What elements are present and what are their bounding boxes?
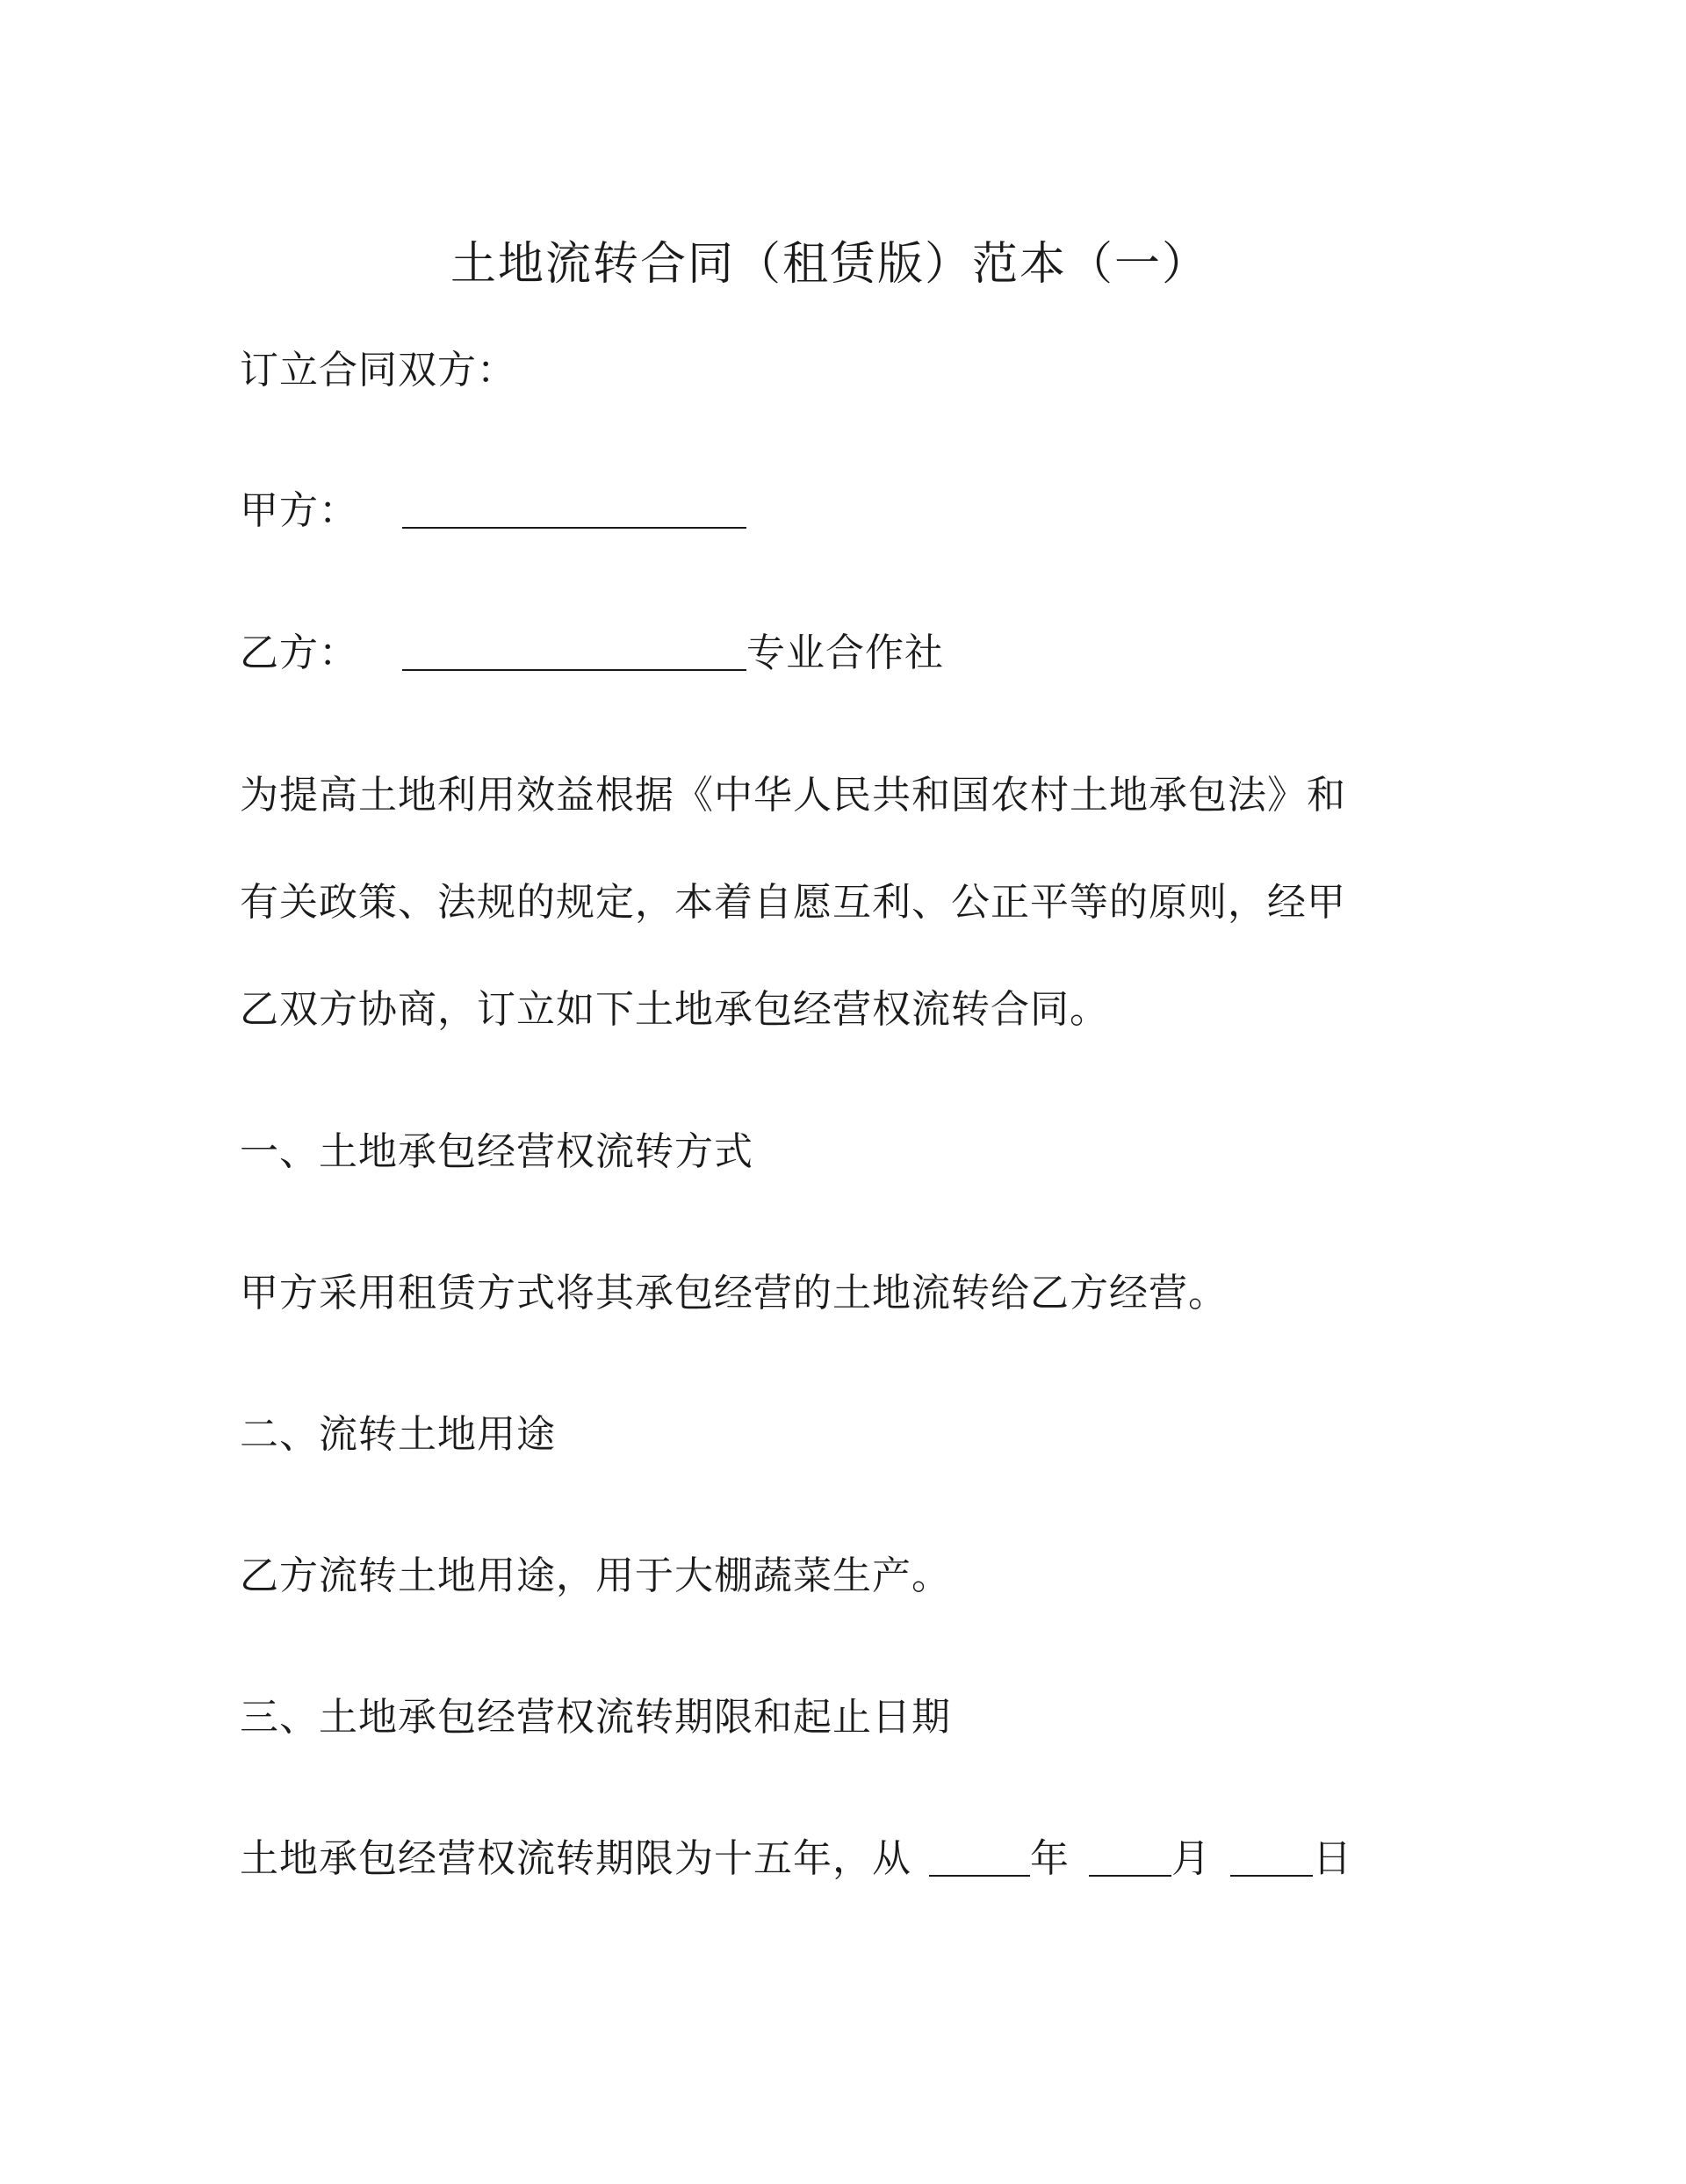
party-b-blank (402, 634, 746, 671)
section-1-body: 甲方采用租赁方式将其承包经营的土地流转给乙方经营。 (240, 1271, 1228, 1315)
party-b-label: 乙方： (240, 631, 358, 675)
day-unit: 日 (1313, 1836, 1352, 1881)
document-title: 土地流转合同（租赁版）范本（一） (450, 238, 1209, 291)
section-3-body: 土地承包经营权流转期限为十五年，从 (240, 1836, 911, 1881)
section-2-heading: 二、流转土地用途 (240, 1412, 556, 1457)
party-a-label: 甲方： (240, 488, 358, 533)
day-blank (1230, 1840, 1313, 1877)
party-b-line (240, 627, 944, 680)
section-2-body: 乙方流转土地用途，用于大棚蔬菜生产。 (240, 1553, 951, 1598)
party-a-line (240, 485, 746, 537)
month-blank (1089, 1840, 1171, 1877)
preamble-line-1: 为提高土地利用效益根据《中华人民共和国农村土地承包法》和 (240, 773, 1346, 818)
party-b-suffix: 专业合作社 (746, 631, 944, 675)
section-1-heading: 一、土地承包经营权流转方式 (240, 1129, 753, 1174)
year-unit: 年 (1030, 1836, 1070, 1881)
party-a-blank (402, 492, 746, 529)
section-3-heading: 三、土地承包经营权流转期限和起止日期 (240, 1695, 951, 1740)
intro-line: 订立合同双方： (240, 348, 516, 393)
preamble-line-2: 有关政策、法规的规定，本着自愿互利、公正平等的原则，经甲 (240, 880, 1346, 925)
preamble-line-3: 乙双方协商，订立如下土地承包经营权流转合同。 (240, 987, 1109, 1032)
section-3-body-line (240, 1833, 1352, 1885)
month-unit: 月 (1171, 1836, 1211, 1881)
year-blank (929, 1840, 1030, 1877)
